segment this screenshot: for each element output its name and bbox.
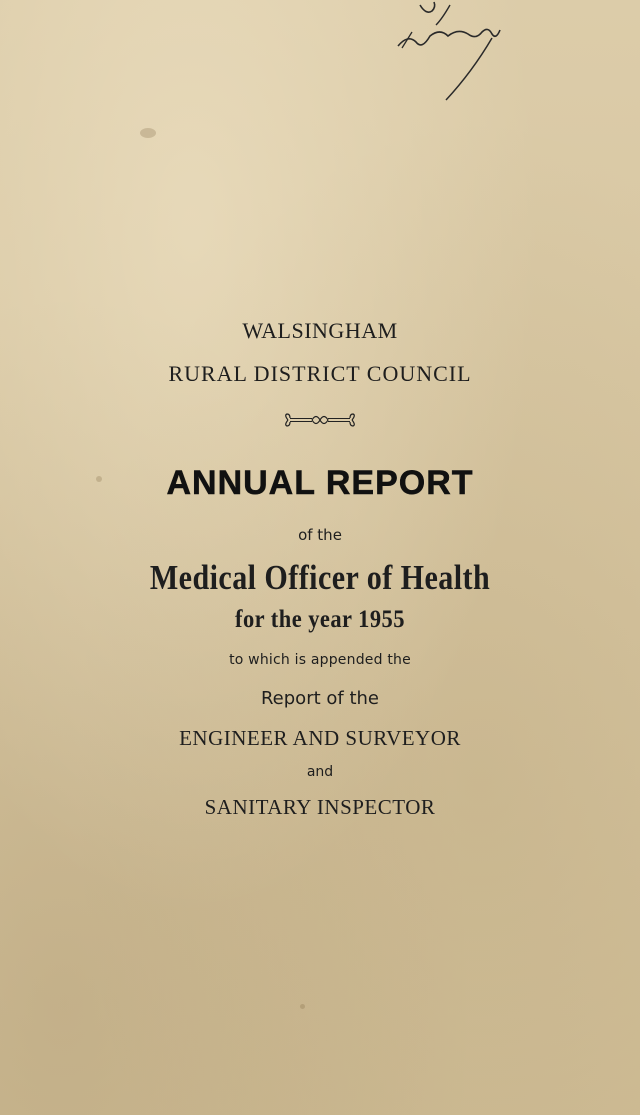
council-name: WALSINGHAM [242,318,398,343]
appended-note: to which is appended the [229,652,411,668]
year-line: for the year 1955 [235,606,405,633]
paper-stain [300,1004,305,1009]
engineer-title: ENGINEER AND SURVEYOR [179,726,461,750]
scroll-divider-icon [282,413,358,427]
of-the-text: of the [298,526,342,544]
officer-title: Medical Officer of Health [149,558,491,597]
inspector-title: SANITARY INSPECTOR [204,795,436,819]
report-of-the-text: Report of the [260,688,379,709]
report-heading [0,464,640,503]
report-heading-text: ANNUAL REPORT [166,464,474,502]
council-type: RURAL DISTRICT COUNCIL [168,361,472,386]
paper-stain [140,128,156,138]
and-text: and [306,764,334,780]
handwritten-mark-icon [390,0,510,110]
